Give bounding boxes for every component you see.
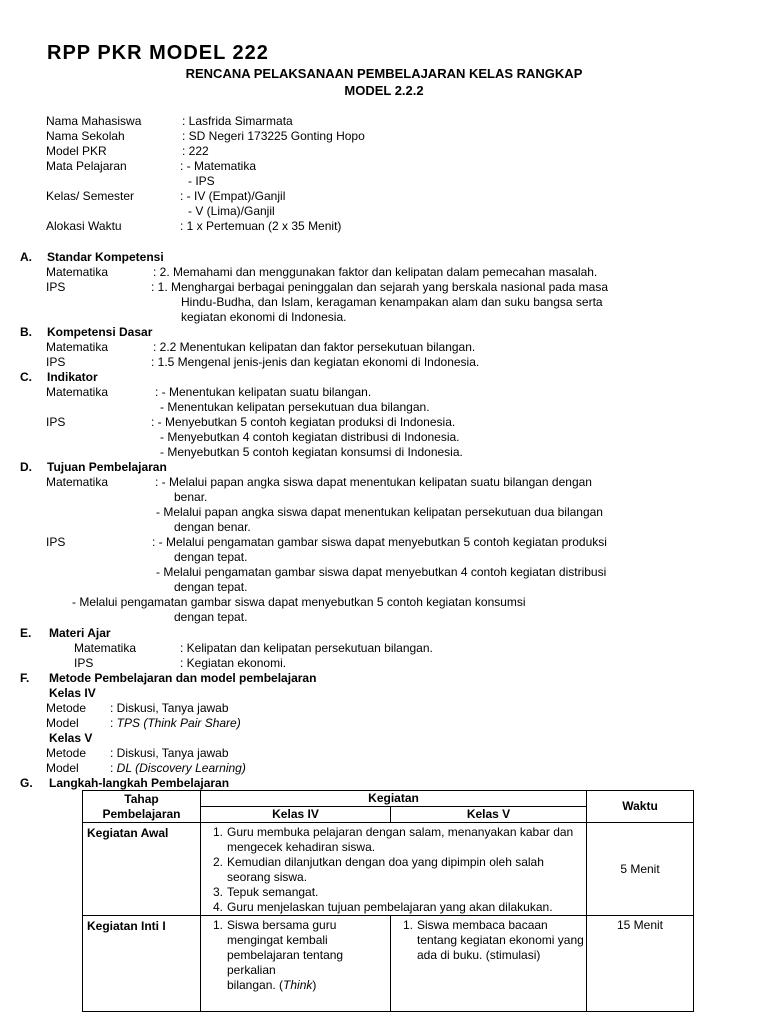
section-a-letter: A. [20,250,32,264]
kelas-v-model-value: : DL (Discovery Learning) [110,761,246,775]
time-kegiatan-awal: 5 Menit [587,823,694,916]
kelas-iv-model-value: : TPS (Think Pair Share) [110,716,241,730]
kelas-v-model-label: Model [46,761,79,775]
mata-pelajaran-label: Mata Pelajaran [46,159,127,173]
section-d-ips-3a: - Melalui pengamatan gambar siswa dapat menyebutkan 5 contoh kegiatan konsumsi [72,595,526,609]
list-item: 4. Guru menjelaskan tujuan pembelajaran yang akan dilakukan. [212,900,553,914]
section-b-ips-text: : 1.5 Mengenal jenis-jenis dan kegiatan ekonomi di Indonesia. [151,355,480,369]
model-subtitle: MODEL 2.2.2 [344,83,424,98]
section-e-heading: Materi Ajar [49,626,111,640]
phase-kegiatan-awal: Kegiatan Awal [83,823,201,916]
section-d-letter: D. [20,460,32,474]
list-item: 2. Kemudian dilanjutkan dengan doa yang dipimpin oleh salah seorang siswa. [212,855,544,884]
section-b-ips-label: IPS [46,355,66,369]
section-a-heading: Standar Kompetensi [47,250,164,264]
section-d-ips-3b: dengan tepat. [174,610,248,624]
section-c-mat-1: : - Menentukan kelipatan suatu bilangan. [155,385,372,399]
nama-mahasiswa-label: Nama Mahasiswa [46,114,142,128]
list-item: 1. Siswa bersama guru mengingat kembali pembelajaran tentang perkalian bilangan. (Think) [212,918,344,992]
section-c-ips-2: - Menyebutkan 4 contoh kegiatan distribusi di Indonesia. [160,430,460,444]
section-f-letter: F. [20,671,30,685]
section-a-mat-label: Matematika [46,265,109,279]
model-pkr-value: : 222 [182,144,209,158]
nama-sekolah-value: : SD Negeri 173225 Gonting Hopo [182,129,365,143]
header-waktu: Waktu [587,791,694,823]
nama-sekolah-label: Nama Sekolah [46,129,125,143]
header-kelas-iv: Kelas IV [201,807,391,823]
header-tahap: Tahap Pembelajaran [83,791,201,823]
section-c-mat-label: Matematika [46,385,109,399]
list-item: 3. Tepuk semangat. [212,885,319,899]
section-d-mat-1b: benar. [174,490,208,504]
section-e-letter: E. [20,626,32,640]
kelas-iv-model-label: Model [46,716,79,730]
kelas-semester-value-2: - V (Lima)/Ganjil [188,204,275,218]
section-e-ips-text: : Kegiatan ekonomi. [180,656,287,670]
kelas-iv-metode-label: Metode [46,701,87,715]
section-b-mat-text: : 2.2 Menentukan kelipatan dan faktor persekutuan bilangan. [153,340,476,354]
section-e-ips-label: IPS [74,656,94,670]
section-d-mat-label: Matematika [46,475,109,489]
section-a-ips-line-1: : 1. Menghargai berbagai peninggalan dan sejarah yang berskala nasional pada masa [151,280,608,294]
section-c-ips-label: IPS [46,415,66,429]
section-d-ips-1b: dengan tepat. [174,550,248,564]
section-g-letter: G. [20,776,33,790]
section-a-ips-label: IPS [46,280,66,294]
section-b-heading: Kompetensi Dasar [47,325,153,339]
section-g-heading: Langkah-langkah Pembelajaran [49,776,230,790]
section-c-letter: C. [20,370,32,384]
section-d-ips-label: IPS [46,535,66,549]
section-f-heading: Metode Pembelajaran dan model pembelajaran [49,671,317,685]
section-c-ips-1: : - Menyebutkan 5 contoh kegiatan produksi di Indonesia. [151,415,456,429]
section-c-heading: Indikator [47,370,98,384]
section-b-mat-label: Matematika [46,340,109,354]
alokasi-waktu-value: : 1 x Pertemuan (2 x 35 Menit) [180,219,342,233]
section-d-mat-1a: : - Melalui papan angka siswa dapat menentukan kelipatan suatu bilangan dengan [155,475,592,489]
list-item: 1. Siswa membaca bacaan tentang kegiatan ekonomi yang ada di buku. (stimulasi) [402,918,584,962]
kelas-v-heading: Kelas V [49,731,93,745]
inti-kelas-v-cell [391,916,587,1012]
section-a-ips-line-3: kegiatan ekonomi di Indonesia. [181,310,347,324]
header-kelas-v: Kelas V [391,807,587,823]
time-kegiatan-inti: 15 Menit [587,916,694,1012]
header-kegiatan: Kegiatan [201,791,587,807]
kelas-v-metode-value: : Diskusi, Tanya jawab [110,746,229,760]
section-b-letter: B. [20,325,32,339]
model-pkr-label: Model PKR [46,144,107,158]
kelas-iv-heading: Kelas IV [49,686,96,700]
section-e-mat-label: Matematika [74,641,137,655]
mata-pelajaran-value-1: : - Matematika [180,159,257,173]
kelas-v-metode-label: Metode [46,746,87,760]
document-subtitle: RENCANA PELAKSANAAN PEMBELAJARAN KELAS RANGKAP [185,66,583,81]
kelas-semester-value-1: : - IV (Empat)/Ganjil [180,189,286,203]
section-e-mat-text: : Kelipatan dan kelipatan persekutuan bilangan. [180,641,433,655]
phase-kegiatan-inti: Kegiatan Inti I [83,916,201,1012]
kegiatan-awal-cell [201,823,587,916]
section-d-mat-2a: - Melalui papan angka siswa dapat menentukan kelipatan persekutuan dua bilangan [156,505,603,519]
section-d-ips-1a: : - Melalui pengamatan gambar siswa dapat menyebutkan 5 contoh kegiatan produksi [152,535,607,549]
section-c-mat-2: - Menentukan kelipatan persekutuan dua bilangan. [160,400,430,414]
inti-kelas-iv-cell [201,916,391,1012]
mata-pelajaran-value-2: - IPS [188,174,215,188]
nama-mahasiswa-value: : Lasfrida Simarmata [182,114,293,128]
kelas-iv-metode-value: : Diskusi, Tanya jawab [110,701,229,715]
list-item: 1. Guru membuka pelajaran dengan salam, menanyakan kabar dan mengecek kehadiran siswa. [212,825,574,854]
section-c-ips-3: - Menyebutkan 5 contoh kegiatan konsumsi di Indonesia. [160,445,463,459]
section-d-ips-2b: dengan tepat. [174,580,248,594]
section-a-ips-line-2: Hindu-Budha, dan Islam, keragaman kenampakan alam dan suku bangsa serta [181,295,603,309]
section-d-mat-2b: dengan benar. [174,520,251,534]
alokasi-waktu-label: Alokasi Waktu [46,219,122,233]
section-a-mat-text: : 2. Memahami dan menggunakan faktor dan kelipatan dalam pemecahan masalah. [153,265,598,279]
section-d-heading: Tujuan Pembelajaran [47,460,167,474]
kelas-semester-label: Kelas/ Semester [46,189,135,203]
learning-steps-table [82,790,694,1012]
section-d-ips-2a: - Melalui pengamatan gambar siswa dapat menyebutkan 4 contoh kegiatan distribusi [156,565,607,579]
page-title: RPP PKR MODEL 222 [47,42,269,64]
